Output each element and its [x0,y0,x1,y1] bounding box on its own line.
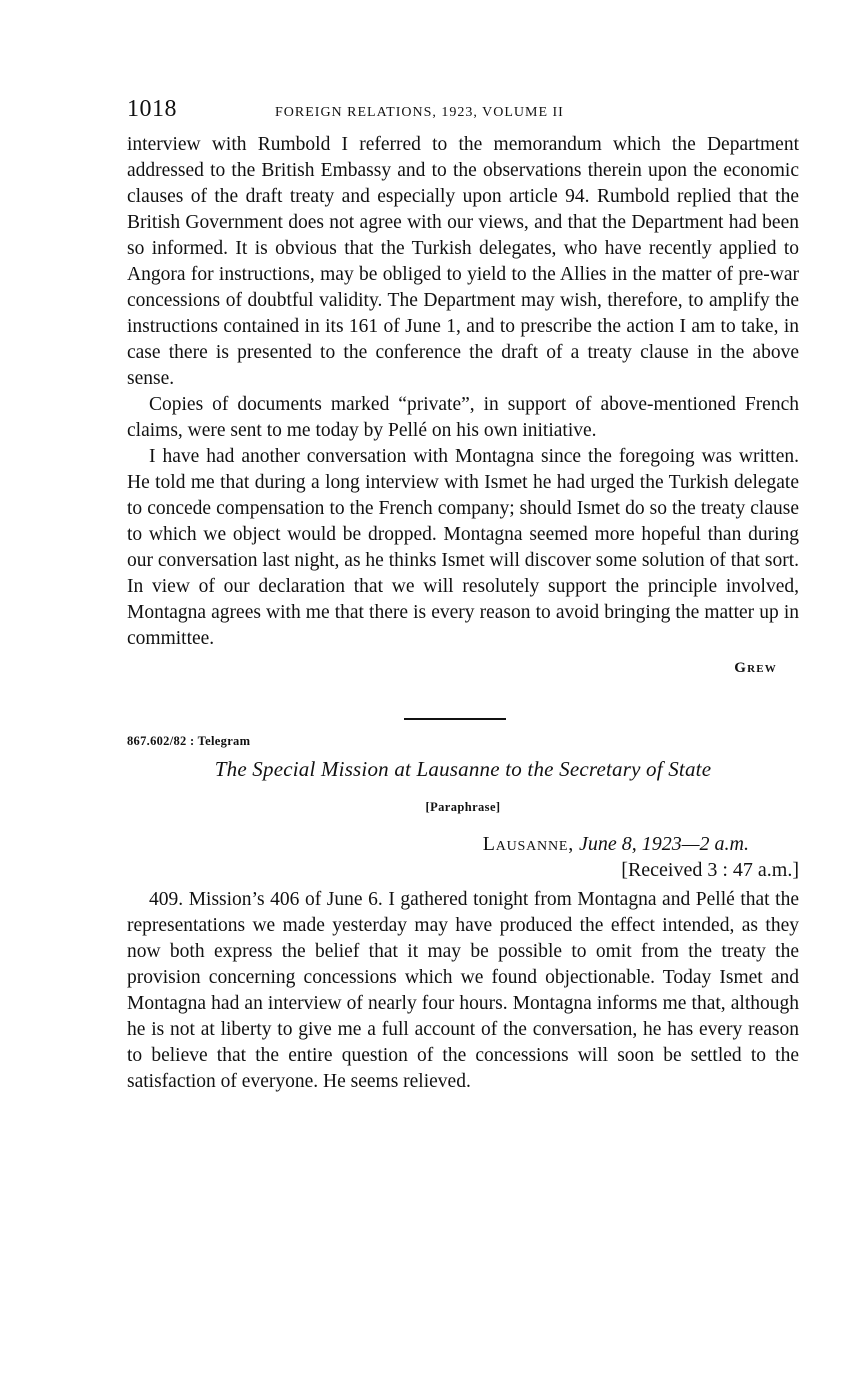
page-header [127,96,799,132]
running-head: FOREIGN RELATIONS, 1923, VOLUME II [275,105,564,120]
received-time: [Received 3 : 47 a.m.] [621,859,799,881]
section-divider [404,718,506,720]
paraphrase-note: [Paraphrase] [425,800,501,814]
dateline [127,831,799,857]
paragraph-continued: interview with Rumbold I referred to the memorandum which the Department addressed to the British Embassy and to the observations therein upon the economic clauses of the draft treaty and especially upon article 94. Rumbold replied that the British Government does not agree with our views, and that the Department had been so informed. It is obvious that the Turkish delegates, who have recently applied to Angora for instructions, may be obliged to yield to the Allies in the matter of pre-war concessions of doubtful validity. The Department may wish, therefore, to amplify the instructions contained in its 161 of June 1, and to prescribe the action I am to take, in case there is presented to the conference the draft of a treaty clause in the above sense. [127,134,799,389]
paragraph-montagna-conversation: I have had another conversation with Montagna since the foregoing was written. He told me that during a long interview with Ismet he had urged the Turkish delegate to concede compensation to the French company; should Ismet do so the treaty clause to which we object would be dropped. Montagna seemed more hopeful than during our conversation last night, as he thinks Ismet will discover some solution of that sort. In view of our declaration that we will resolutely support the principle involved, Montagna agrees with me that there is every reason to avoid bringing the matter up in committee. [127,446,799,649]
book-page [127,96,799,1095]
document-title: The Special Mission at Lausanne to the Secretary of State [214,757,712,781]
file-reference: 867.602/82 : Telegram [127,734,251,748]
dateline-place: Lausanne, [482,833,575,855]
dateline-date: June 8, 1923—2 a.m. [579,833,749,855]
signature: Grew [734,660,777,676]
paragraph-private-documents: Copies of documents marked “private”, in support of above-mentioned French claims, were sent to me today by Pellé on his own initiative. [127,394,799,441]
page-number: 1018 [127,96,177,122]
telegram-body: 409. Mission’s 406 of June 6. I gathered tonight from Montagna and Pellé that the representations we made yesterday may have produced the effect intended, as they now both express the belief that it may be possible to omit from the treaty the provision concerning concessions which we found objectionable. Today Ismet and Montagna had an interview of nearly four hours. Montagna informs me that, although he is not at liberty to give me a full account of the conversation, he has every reason to believe that the entire question of the concessions will soon be settled to the satisfaction of everyone. He seems relieved. [127,889,799,1092]
